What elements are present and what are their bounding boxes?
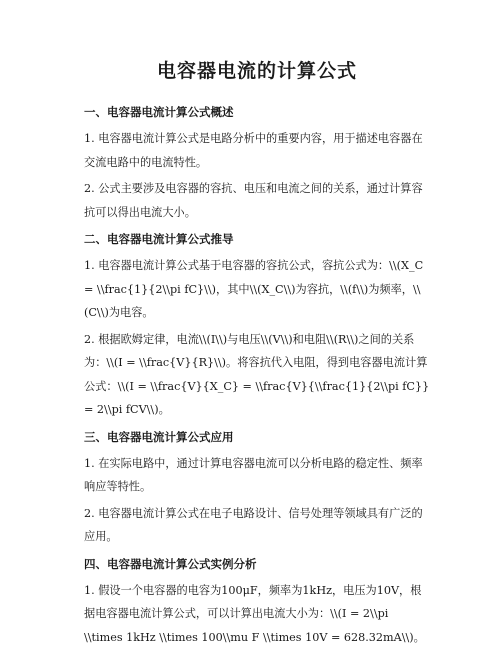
paragraph: 2. 电容器电流计算公式在电子电路设计、信号处理等领域具有广泛的应用。 (84, 502, 430, 549)
section-application (84, 428, 430, 549)
section-heading: 一、电容器电流计算公式概述 (84, 103, 430, 121)
section-heading: 二、电容器电流计算公式推导 (84, 230, 430, 248)
paragraph: 1. 在实际电路中，通过计算电容器电流可以分析电路的稳定性、频率响应等特性。 (84, 452, 430, 499)
paragraph: 1. 电容器电流计算公式基于电容器的容抗公式，容抗公式为：\\(X_C = \\frac{1}{2\\pi fC}\\)，其中\\(X_C\\)为容抗，\\(f\\)为频率，\\(C\\)为电容。 (84, 254, 430, 325)
paragraph: 1. 假设一个电容器的电容为100μF，频率为1kHz，电压为10V，根据电容器电流计算公式，可以计算出电流大小为：\\(I = 2\\pi \\times 1kHz \\times 100\\mu F \\times 10V = 628.32mA\\)。 (84, 579, 430, 649)
section-heading: 四、电容器电流计算公式实例分析 (84, 555, 430, 573)
section-example (84, 555, 430, 649)
section-derivation (84, 230, 430, 422)
paragraph: 1. 电容器电流计算公式是电路分析中的重要内容，用于描述电容器在交流电路中的电流特性。 (84, 127, 430, 174)
paragraph: 2. 公式主要涉及电容器的容抗、电压和电流之间的关系，通过计算容抗可以得出电流大小。 (84, 177, 430, 224)
section-overview (84, 103, 430, 224)
document-title: 电容器电流的计算公式 (84, 56, 430, 83)
paragraph: 2. 根据欧姆定律，电流\\(I\\)与电压\\(V\\)和电阻\\(R\\)之间的关系为：\\(I = \\frac{V}{R}\\)。将容抗代入电阻，得到电容器电流计算公式：\\(I = \\frac{V}{X_C} = \\frac{V}{\\frac{1}{2\\pi fC}} = 2\\pi fCV\\)。 (84, 328, 430, 422)
section-heading: 三、电容器电流计算公式应用 (84, 428, 430, 446)
